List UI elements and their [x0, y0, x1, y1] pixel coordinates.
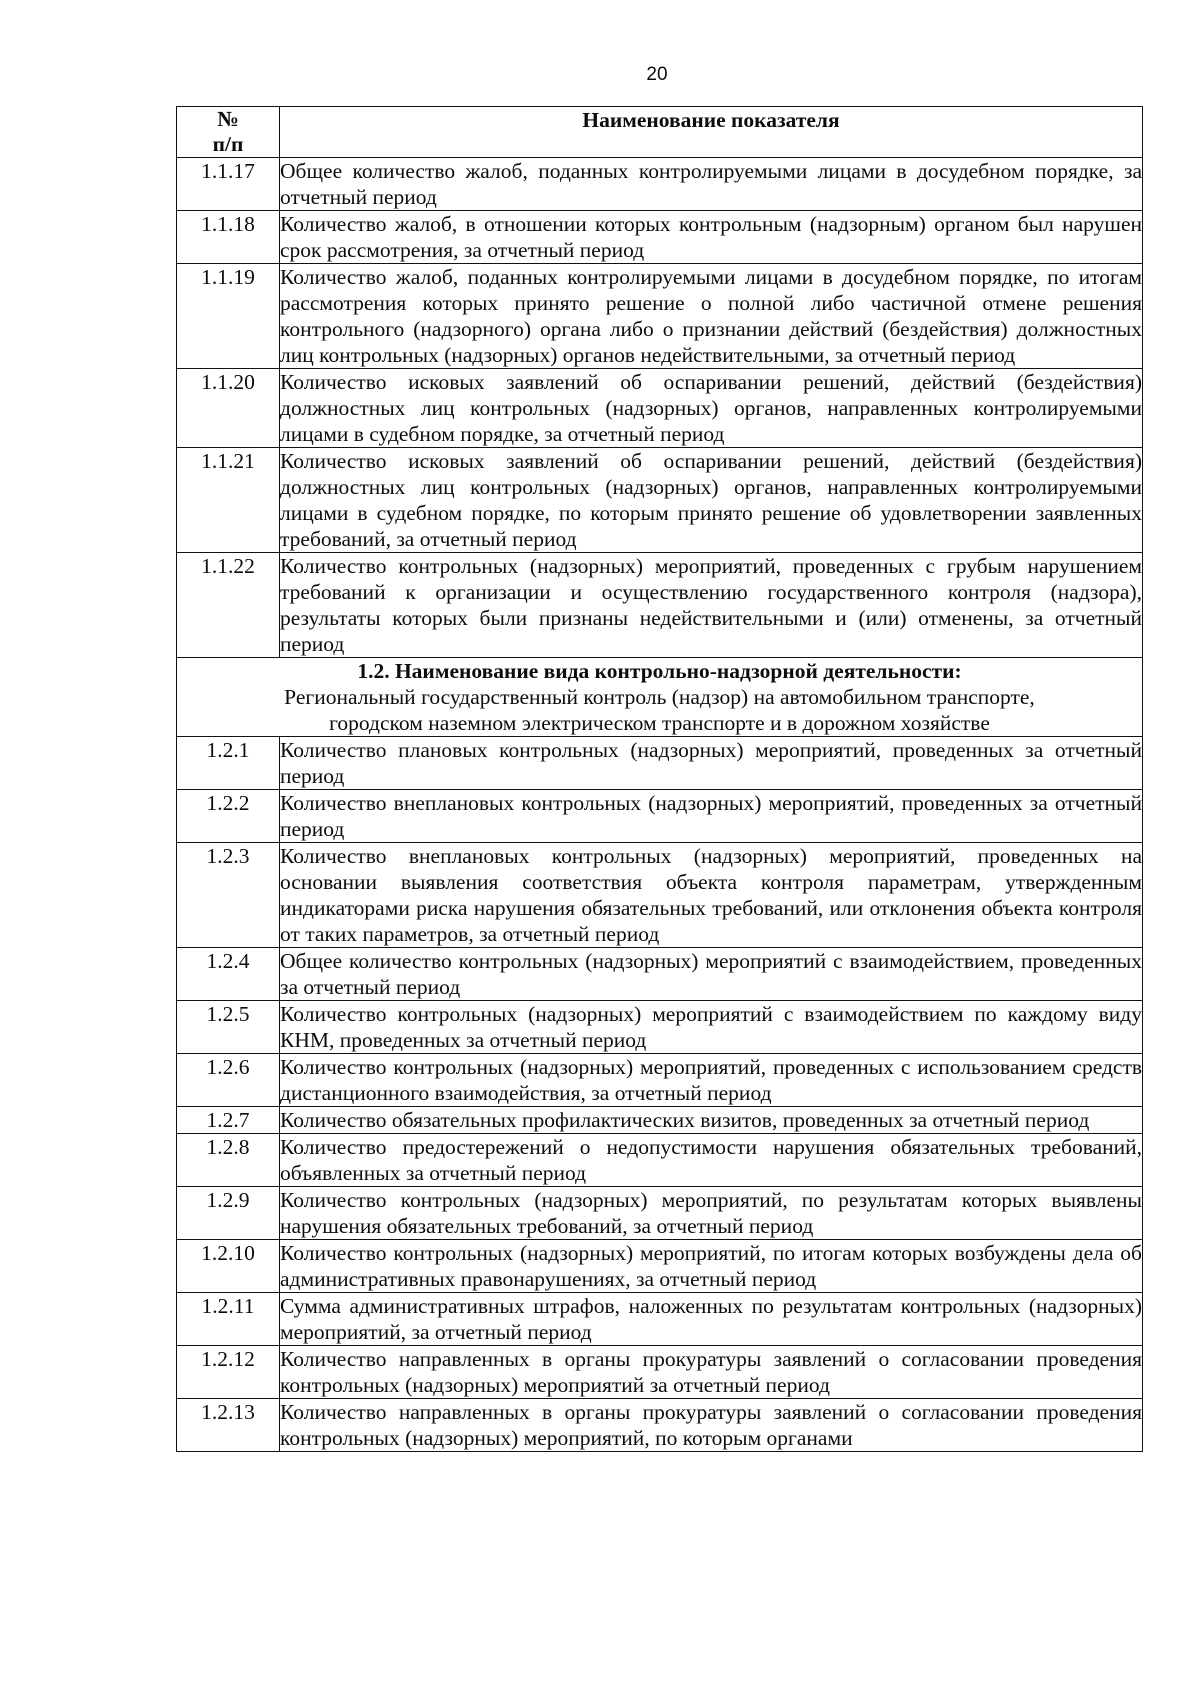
table-row	[177, 1240, 1143, 1293]
row-text: Количество жалоб, в отношении которых контрольным (надзорным) органом был нарушен срок рассмотрения, за отчетный период	[280, 212, 1142, 262]
section-subtitle-line: городском наземном электрическом транспорте и в дорожном хозяйстве	[329, 711, 990, 735]
table-row	[177, 1054, 1143, 1107]
row-text: Количество предостережений о недопустимости нарушения обязательных требований, объявленных за отчетный период	[280, 1135, 1142, 1185]
table-row	[177, 1293, 1143, 1346]
row-number: 1.1.19	[177, 264, 280, 369]
table-row	[177, 553, 1143, 658]
table-row	[177, 843, 1143, 948]
table-row	[177, 790, 1143, 843]
table-header-row	[177, 107, 1143, 158]
table-row	[177, 1399, 1143, 1452]
row-number: 1.1.22	[177, 553, 280, 658]
column-header-name: Наименование показателя	[280, 107, 1143, 158]
section-header	[177, 658, 1143, 737]
table-row	[177, 369, 1143, 448]
row-text: Количество жалоб, поданных контролируемыми лицами в досудебном порядке, по итогам рассмотрения которых принято решение о полной либо частичной отмене решения контрольного (надзорного) органа либо о признании действий (бездействия) должностных лиц контрольных (надзорных) органов недействительными, за отчетный период	[280, 265, 1142, 367]
row-text: Количество внеплановых контрольных (надзорных) мероприятий, проведенных за отчетный период	[280, 791, 1142, 841]
row-text: Количество обязательных профилактических визитов, проведенных за отчетный период	[280, 1107, 1143, 1134]
row-text: Количество контрольных (надзорных) мероприятий с взаимодействием по каждому виду КНМ, проведенных за отчетный период	[280, 1002, 1142, 1052]
row-number: 1.1.18	[177, 211, 280, 264]
row-text: Количество контрольных (надзорных) мероприятий, по итогам которых возбуждены дела об административных правонарушениях, за отчетный период	[280, 1241, 1142, 1291]
row-number: 1.2.7	[177, 1107, 280, 1134]
section-subtitle-line: Региональный государственный контроль (надзор) на автомобильном транспорте,	[284, 685, 1035, 709]
table-row	[177, 158, 1143, 211]
table-row	[177, 448, 1143, 553]
row-number: 1.2.8	[177, 1134, 280, 1187]
row-number: 1.1.20	[177, 369, 280, 448]
row-number: 1.2.13	[177, 1399, 280, 1452]
table-row	[177, 737, 1143, 790]
table-row	[177, 1107, 1143, 1134]
row-text: Количество внеплановых контрольных (надзорных) мероприятий, проведенных на основании выявления соответствия объекта контроля параметрам, утвержденным индикаторами риска нарушения обязательных требований, или отклонения объекта контроля от таких параметров, за отчетный период	[280, 844, 1142, 946]
row-number: 1.2.5	[177, 1001, 280, 1054]
row-text: Общее количество жалоб, поданных контролируемыми лицами в досудебном порядке, за отчетный период	[280, 159, 1142, 209]
table-row	[177, 1187, 1143, 1240]
section-header-row	[177, 658, 1143, 737]
row-number: 1.2.12	[177, 1346, 280, 1399]
row-number: 1.2.9	[177, 1187, 280, 1240]
row-number: 1.2.3	[177, 843, 280, 948]
row-number: 1.1.21	[177, 448, 280, 553]
row-text: Сумма административных штрафов, наложенных по результатам контрольных (надзорных) мероприятий, за отчетный период	[280, 1294, 1142, 1344]
row-text: Общее количество контрольных (надзорных) мероприятий с взаимодействием, проведенных за отчетный период	[280, 949, 1142, 999]
row-number: 1.2.1	[177, 737, 280, 790]
row-text: Количество направленных в органы прокуратуры заявлений о согласовании проведения контрольных (надзорных) мероприятий за отчетный период	[280, 1347, 1142, 1397]
page-number: 20	[646, 64, 668, 85]
table-row	[177, 264, 1143, 369]
row-text: Количество контрольных (надзорных) мероприятий, проведенных с грубым нарушением требований к организации и осуществлению государственного контроля (надзора), результаты которых были признаны недействительными и (или) отменены, за отчетный период	[280, 554, 1142, 656]
column-header-number	[177, 107, 280, 158]
row-text: Количество исковых заявлений об оспаривании решений, действий (бездействия) должностных лиц контрольных (надзорных) органов, направленных контролируемыми лицами в судебном порядке, по которым принято решение об удовлетворении заявленных требований, за отчетный период	[280, 449, 1142, 551]
row-text: Количество направленных в органы прокуратуры заявлений о согласовании проведения контрольных (надзорных) мероприятий, по которым органами	[280, 1400, 1142, 1450]
number-abbrev: п/п	[212, 132, 244, 156]
row-text: Количество контрольных (надзорных) мероприятий, по результатам которых выявлены нарушения обязательных требований, за отчетный период	[280, 1188, 1142, 1238]
row-number: 1.1.17	[177, 158, 280, 211]
row-number: 1.2.11	[177, 1293, 280, 1346]
row-number: 1.2.4	[177, 948, 280, 1001]
table-row	[177, 1346, 1143, 1399]
table-row	[177, 211, 1143, 264]
table-row	[177, 1001, 1143, 1054]
row-text: Количество контрольных (надзорных) мероприятий, проведенных с использованием средств дистанционного взаимодействия, за отчетный период	[280, 1055, 1142, 1105]
row-number: 1.2.6	[177, 1054, 280, 1107]
indicators-table	[176, 106, 1143, 1452]
section-title: 1.2. Наименование вида контрольно-надзорной деятельности:	[357, 659, 962, 683]
row-text: Количество исковых заявлений об оспаривании решений, действий (бездействия) должностных лиц контрольных (надзорных) органов, направленных контролируемыми лицами в судебном порядке, за отчетный период	[280, 370, 1142, 446]
row-number: 1.2.2	[177, 790, 280, 843]
row-text: Количество плановых контрольных (надзорных) мероприятий, проведенных за отчетный период	[280, 738, 1142, 788]
table-row	[177, 948, 1143, 1001]
number-sign: №	[217, 107, 239, 131]
table-row	[177, 1134, 1143, 1187]
row-number: 1.2.10	[177, 1240, 280, 1293]
